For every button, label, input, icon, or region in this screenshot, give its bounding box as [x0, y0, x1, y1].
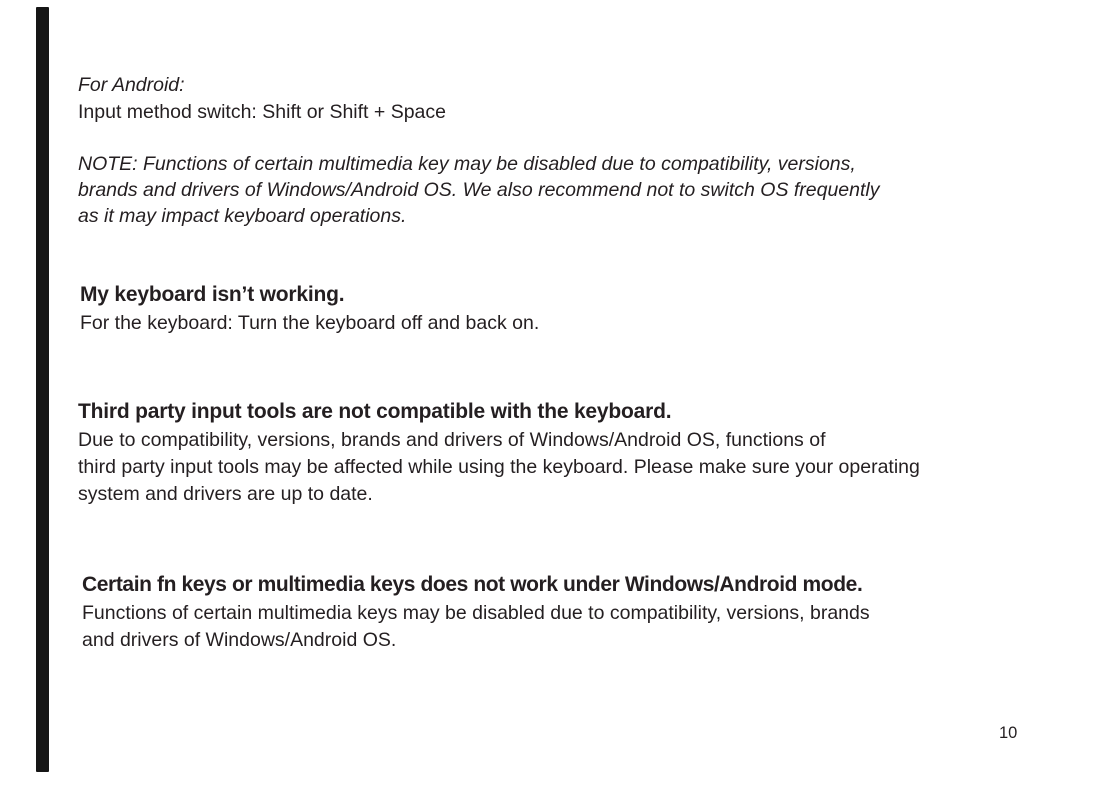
- note-line: brands and drivers of Windows/Android OS. We also recommend not to switch OS frequently: [78, 179, 880, 201]
- page-edge-bar: [36, 7, 49, 772]
- faq-body-keyboard-not-working: [80, 310, 1083, 337]
- faq-body-line: and drivers of Windows/Android OS.: [82, 629, 397, 651]
- faq-body-line: system and drivers are up to date.: [78, 483, 373, 505]
- faq-body-line: Functions of certain multimedia keys may be disabled due to compatibility, versions, brands: [82, 602, 870, 624]
- note-line: as it may impact keyboard operations.: [78, 205, 407, 227]
- faq-body-line: third party input tools may be affected while using the keyboard. Please make sure your operating: [78, 456, 920, 478]
- android-input-method-line: Input method switch: Shift or Shift + Space: [78, 101, 446, 123]
- faq-body-line: Due to compatibility, versions, brands and drivers of Windows/Android OS, functions of: [78, 429, 826, 451]
- faq-heading-keyboard-not-working: My keyboard isn’t working.: [80, 283, 345, 306]
- note-line: NOTE: Functions of certain multimedia key may be disabled due to compatibility, versions,: [78, 153, 856, 175]
- faq-heading-third-party-tools: Third party input tools are not compatible with the keyboard.: [78, 400, 672, 423]
- faq-body-line: For the keyboard: Turn the keyboard off and back on.: [80, 312, 540, 334]
- page-number: 10: [999, 724, 1018, 742]
- android-section: [78, 72, 1083, 126]
- faq-body-third-party-tools: [78, 427, 1083, 508]
- faq-heading-fn-multimedia-keys: Certain fn keys or multimedia keys does not work under Windows/Android mode.: [82, 573, 863, 596]
- note-paragraph: [78, 151, 1083, 229]
- android-section-label: For Android:: [78, 74, 185, 96]
- faq-body-fn-multimedia-keys: [82, 600, 1083, 654]
